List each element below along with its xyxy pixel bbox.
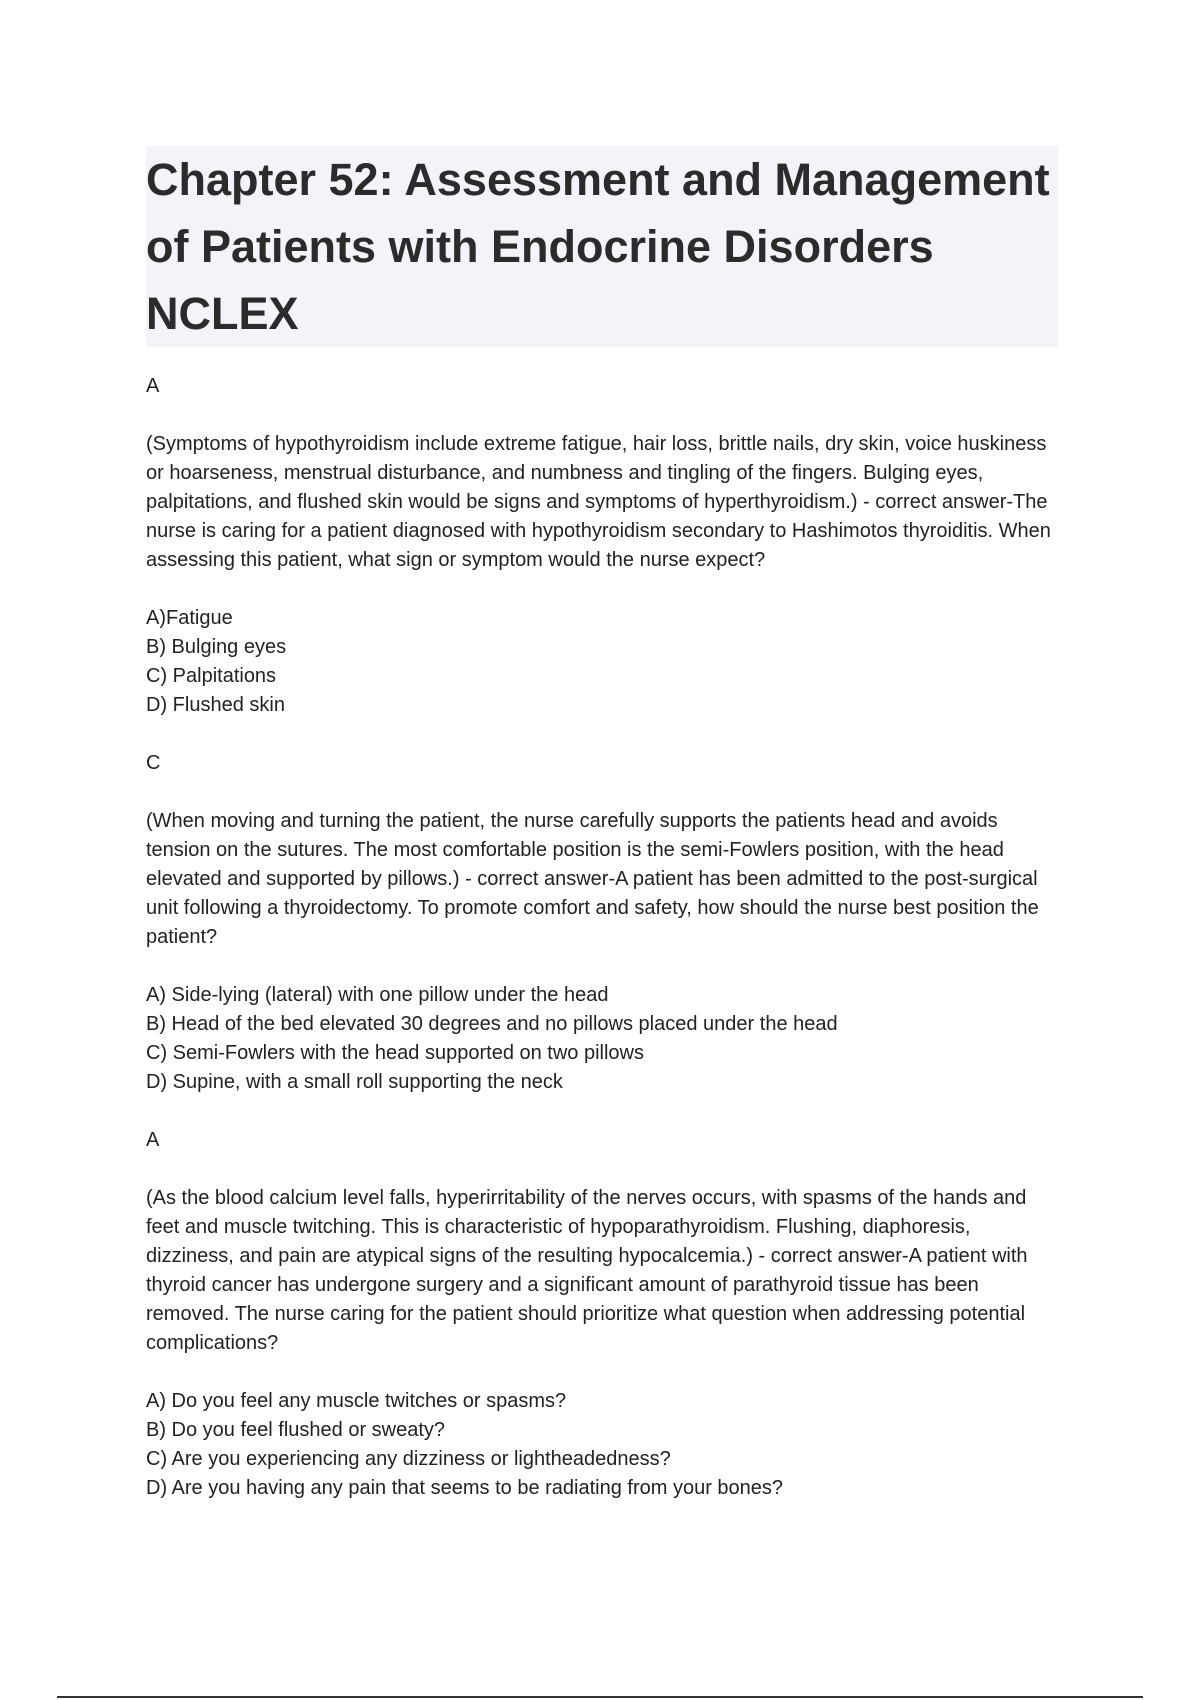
question-text: (As the blood calcium level falls, hyperirritability of the nerves occurs, with spasms of the hands and feet and muscle twitching. This is characteristic of hypoparathyroidism. Flushing, diaphoresis, dizziness, and pain are atypical signs of the resulting hypocalcemia.) - correct answer-A patient with thyroid cancer has undergone surgery and a significant amount of parathyroid tissue has been removed. The nurse caring for the patient should prioritize what question when addressing potential complications? <box>146 1187 1028 1354</box>
option-item: D) Supine, with a small roll supporting the neck <box>146 1071 563 1093</box>
option-item: C) Semi-Fowlers with the head supported on two pillows <box>146 1042 644 1064</box>
answer-letter: A <box>146 375 160 397</box>
option-item: A) Side-lying (lateral) with one pillow under the head <box>146 984 609 1006</box>
question-3 <box>146 1126 1058 1503</box>
option-list <box>146 981 1058 1097</box>
question-text: (When moving and turning the patient, the nurse carefully supports the patients head and avoids tension on the sutures. The most comfortable position is the semi-Fowlers position, with the head elevated and supported by pillows.) - correct answer-A patient has been admitted to the post-surgical unit following a thyroidectomy. To promote comfort and safety, how should the nurse best position the patient? <box>146 810 1039 948</box>
page-title: Chapter 52: Assessment and Management of Patients with Endocrine Disorders NCLEX <box>146 154 1050 339</box>
option-item: C) Are you experiencing any dizziness or lightheadedness? <box>146 1448 671 1470</box>
option-list <box>146 604 1058 720</box>
question-1 <box>146 372 1058 720</box>
title-banner <box>146 146 1058 347</box>
footer-divider <box>57 1696 1143 1698</box>
option-item: A) Do you feel any muscle twitches or spasms? <box>146 1390 567 1412</box>
option-item: B) Head of the bed elevated 30 degrees and no pillows placed under the head <box>146 1013 838 1035</box>
option-item: B) Do you feel flushed or sweaty? <box>146 1419 446 1441</box>
question-list <box>146 372 1058 1532</box>
option-item: D) Flushed skin <box>146 694 285 716</box>
answer-letter: C <box>146 752 161 774</box>
question-text: (Symptoms of hypothyroidism include extreme fatigue, hair loss, brittle nails, dry skin, voice huskiness or hoarseness, menstrual disturbance, and numbness and tingling of the fingers. Bulging eyes, palpitations, and flushed skin would be signs and symptoms of hyperthyroidism.) - correct answer-The nurse is caring for a patient diagnosed with hypothyroidism secondary to Hashimotos thyroiditis. When assessing this patient, what sign or symptom would the nurse expect? <box>146 433 1051 571</box>
option-item: A)Fatigue <box>146 607 233 629</box>
option-item: D) Are you having any pain that seems to be radiating from your bones? <box>146 1477 784 1499</box>
question-2 <box>146 749 1058 1097</box>
option-item: C) Palpitations <box>146 665 277 687</box>
option-list <box>146 1387 1058 1503</box>
answer-letter: A <box>146 1129 160 1151</box>
option-item: B) Bulging eyes <box>146 636 287 658</box>
